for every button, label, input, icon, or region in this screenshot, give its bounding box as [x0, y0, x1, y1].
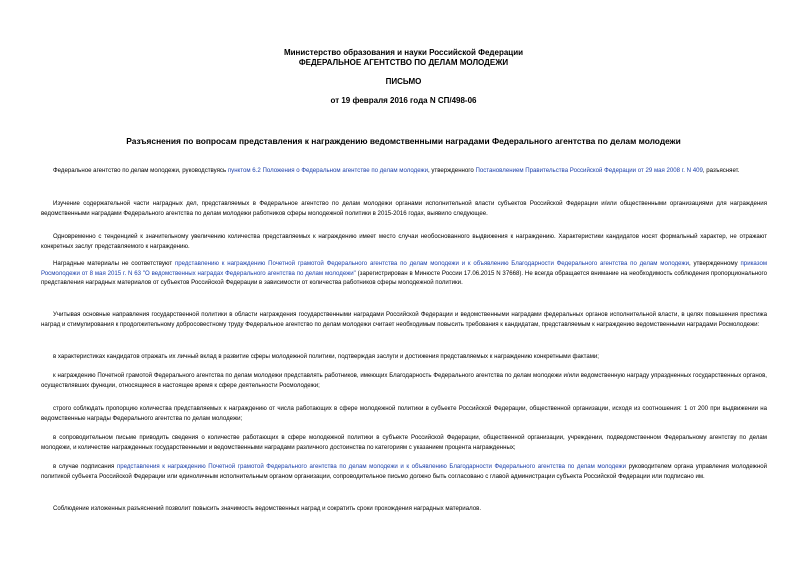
paragraph-8 — [41, 404, 767, 423]
paragraph-text: , разъясняет. — [702, 167, 740, 174]
paragraph-text: Соблюдение изложенных разъяснений позволит повысить значимость ведомственных наград и сократить сроки прохождения наградных материалов. — [53, 505, 482, 512]
link-award-submission[interactable]: представления к награждению Почетной грамотой Федерального агентства по делам молодежи и к объявлению Благодарности Федерального агентства по делам молодежи — [116, 463, 627, 470]
paragraph-text: Учитывая основные направления государственной политики в области награждения государственными наградами Российской Федерации и ведомственными наградами федеральных органов исполнительной власти, в целях повышения престижа наград и стимулирования к продолжительному добросовестному труду Федеральное агентство по делам молодежи считает необходимым повысить требования к кандидатам, представляемым к награждению ведомственными наградами Росмолодежи: — [41, 311, 767, 328]
paragraph-7 — [41, 371, 767, 390]
paragraph-9 — [41, 433, 767, 452]
paragraph-2 — [41, 199, 767, 218]
paragraph-text: Наградные материалы не соответствуют — [53, 260, 175, 267]
paragraph-4 — [41, 259, 767, 288]
paragraph-text: , утвержденного — [428, 167, 476, 174]
paragraph-text: Одновременно с тенденцией к значительному увеличению количества представляемых к награждению имеет место случаи необоснованного выдвижения к награждению. Характеристики кандидатов носят формальный характер, не отражают конкретных заслуг представляемого к награждению. — [41, 233, 767, 250]
document-type: ПИСЬМО — [385, 77, 422, 86]
link-regulation-clause[interactable]: пунктом 6.2 Положения о Федеральном агентстве по делам молодежи — [227, 167, 428, 174]
paragraph-3 — [41, 232, 767, 251]
paragraph-11 — [41, 504, 767, 514]
link-award-submission[interactable]: представлению к награждению Почетной грамотой Федерального агентства по делам молодежи и к объявлению Благодарности Федерального агентства по делам молодежи — [174, 260, 689, 267]
paragraph-text: в случае подписания — [53, 463, 117, 470]
paragraph-text: в сопроводительном письме приводить сведения о количестве работающих в сфере молодежной политики в субъекте Российской Федерации, общественной организации, учреждении, подведомственном Федеральному агентству по делам молодежи, и количестве награжденных государственными и ведомственными наградами различного достоинства по категориям с указанием процента награжденных; — [41, 434, 767, 451]
link-government-resolution[interactable]: Постановлением Правительства Российской Федерации от 29 мая 2008 г. N 409 — [475, 167, 703, 174]
document-date-number: от 19 февраля 2016 года N СП/498-06 — [330, 96, 477, 105]
agency-name: ФЕДЕРАЛЬНОЕ АГЕНТСТВО ПО ДЕЛАМ МОЛОДЕЖИ — [298, 58, 509, 67]
paragraph-text: к награждению Почетной грамотой Федерального агентства по делам молодежи представлять работников, имеющих Благодарность Федерального агентства по делам молодежи и/или ведомственную награду упраздненных государственных органов, осуществлявших функции, относящиеся в настоящее время к сфере деятельности Росмолодежи; — [41, 372, 767, 389]
document-title: Разъяснения по вопросам представления к награждению ведомственными наградами Федерального агентства по делам молодежи — [126, 136, 681, 146]
paragraph-1 — [41, 166, 767, 176]
paragraph-text: (зарегистрирован в Минюсте России 17.06.2015 N 37668). Не всегда обращается внимание на необходимость соблюдения пропорционального представления наградных материалов от субъектов Российской Федерации в зависимости от количества работников сферы молодежной политики. — [41, 269, 768, 287]
paragraph-10 — [41, 462, 767, 481]
ministry-name: Министерство образования и науки Российской Федерации — [283, 48, 524, 57]
link-order-63[interactable]: приказом Росмолодежи от 8 мая 2015 г. N 63 "О ведомственных наградах Федерального агентства по делам молодежи" — [41, 260, 768, 277]
paragraph-text: , утвержденному — [688, 260, 741, 267]
paragraph-text: строго соблюдать пропорцию количества представляемых к награждению от числа работающих в сфере молодежной политики в субъекте Российской Федерации, общественной организации, исходя из соотношения: 1 от 200 при выдвижении на ведомственные награды Федерального агентства по делам молодежи; — [41, 405, 767, 422]
paragraph-text: Федеральное агентство по делам молодежи, руководствуясь — [53, 167, 228, 174]
paragraph-6 — [41, 352, 767, 362]
paragraph-text: в характеристиках кандидатов отражать их личный вклад в развитие сферы молодежной политики, подтверждая заслуги и достижения представляемых к награждению конкретными фактами; — [53, 353, 599, 360]
paragraph-text: руководителем органа управления молодежной политикой субъекта Российской Федерации или единоличным исполнительным органом организации, сопроводительное письмо должно быть согласовано с главой администрации субъекта Российской Федерации или подписано им. — [41, 463, 767, 480]
paragraph-5 — [41, 310, 767, 329]
paragraph-text: Изучение содержательной части наградных дел, представляемых в Федеральное агентство по делам молодежи органами исполнительной власти субъектов Российской Федерации и/или общественными организациями для награждения ведомственными наградами Федерального агентства по делам молодежи работников сферы молодежной политики в 2015-2016 годах, выявило следующее. — [41, 200, 767, 217]
